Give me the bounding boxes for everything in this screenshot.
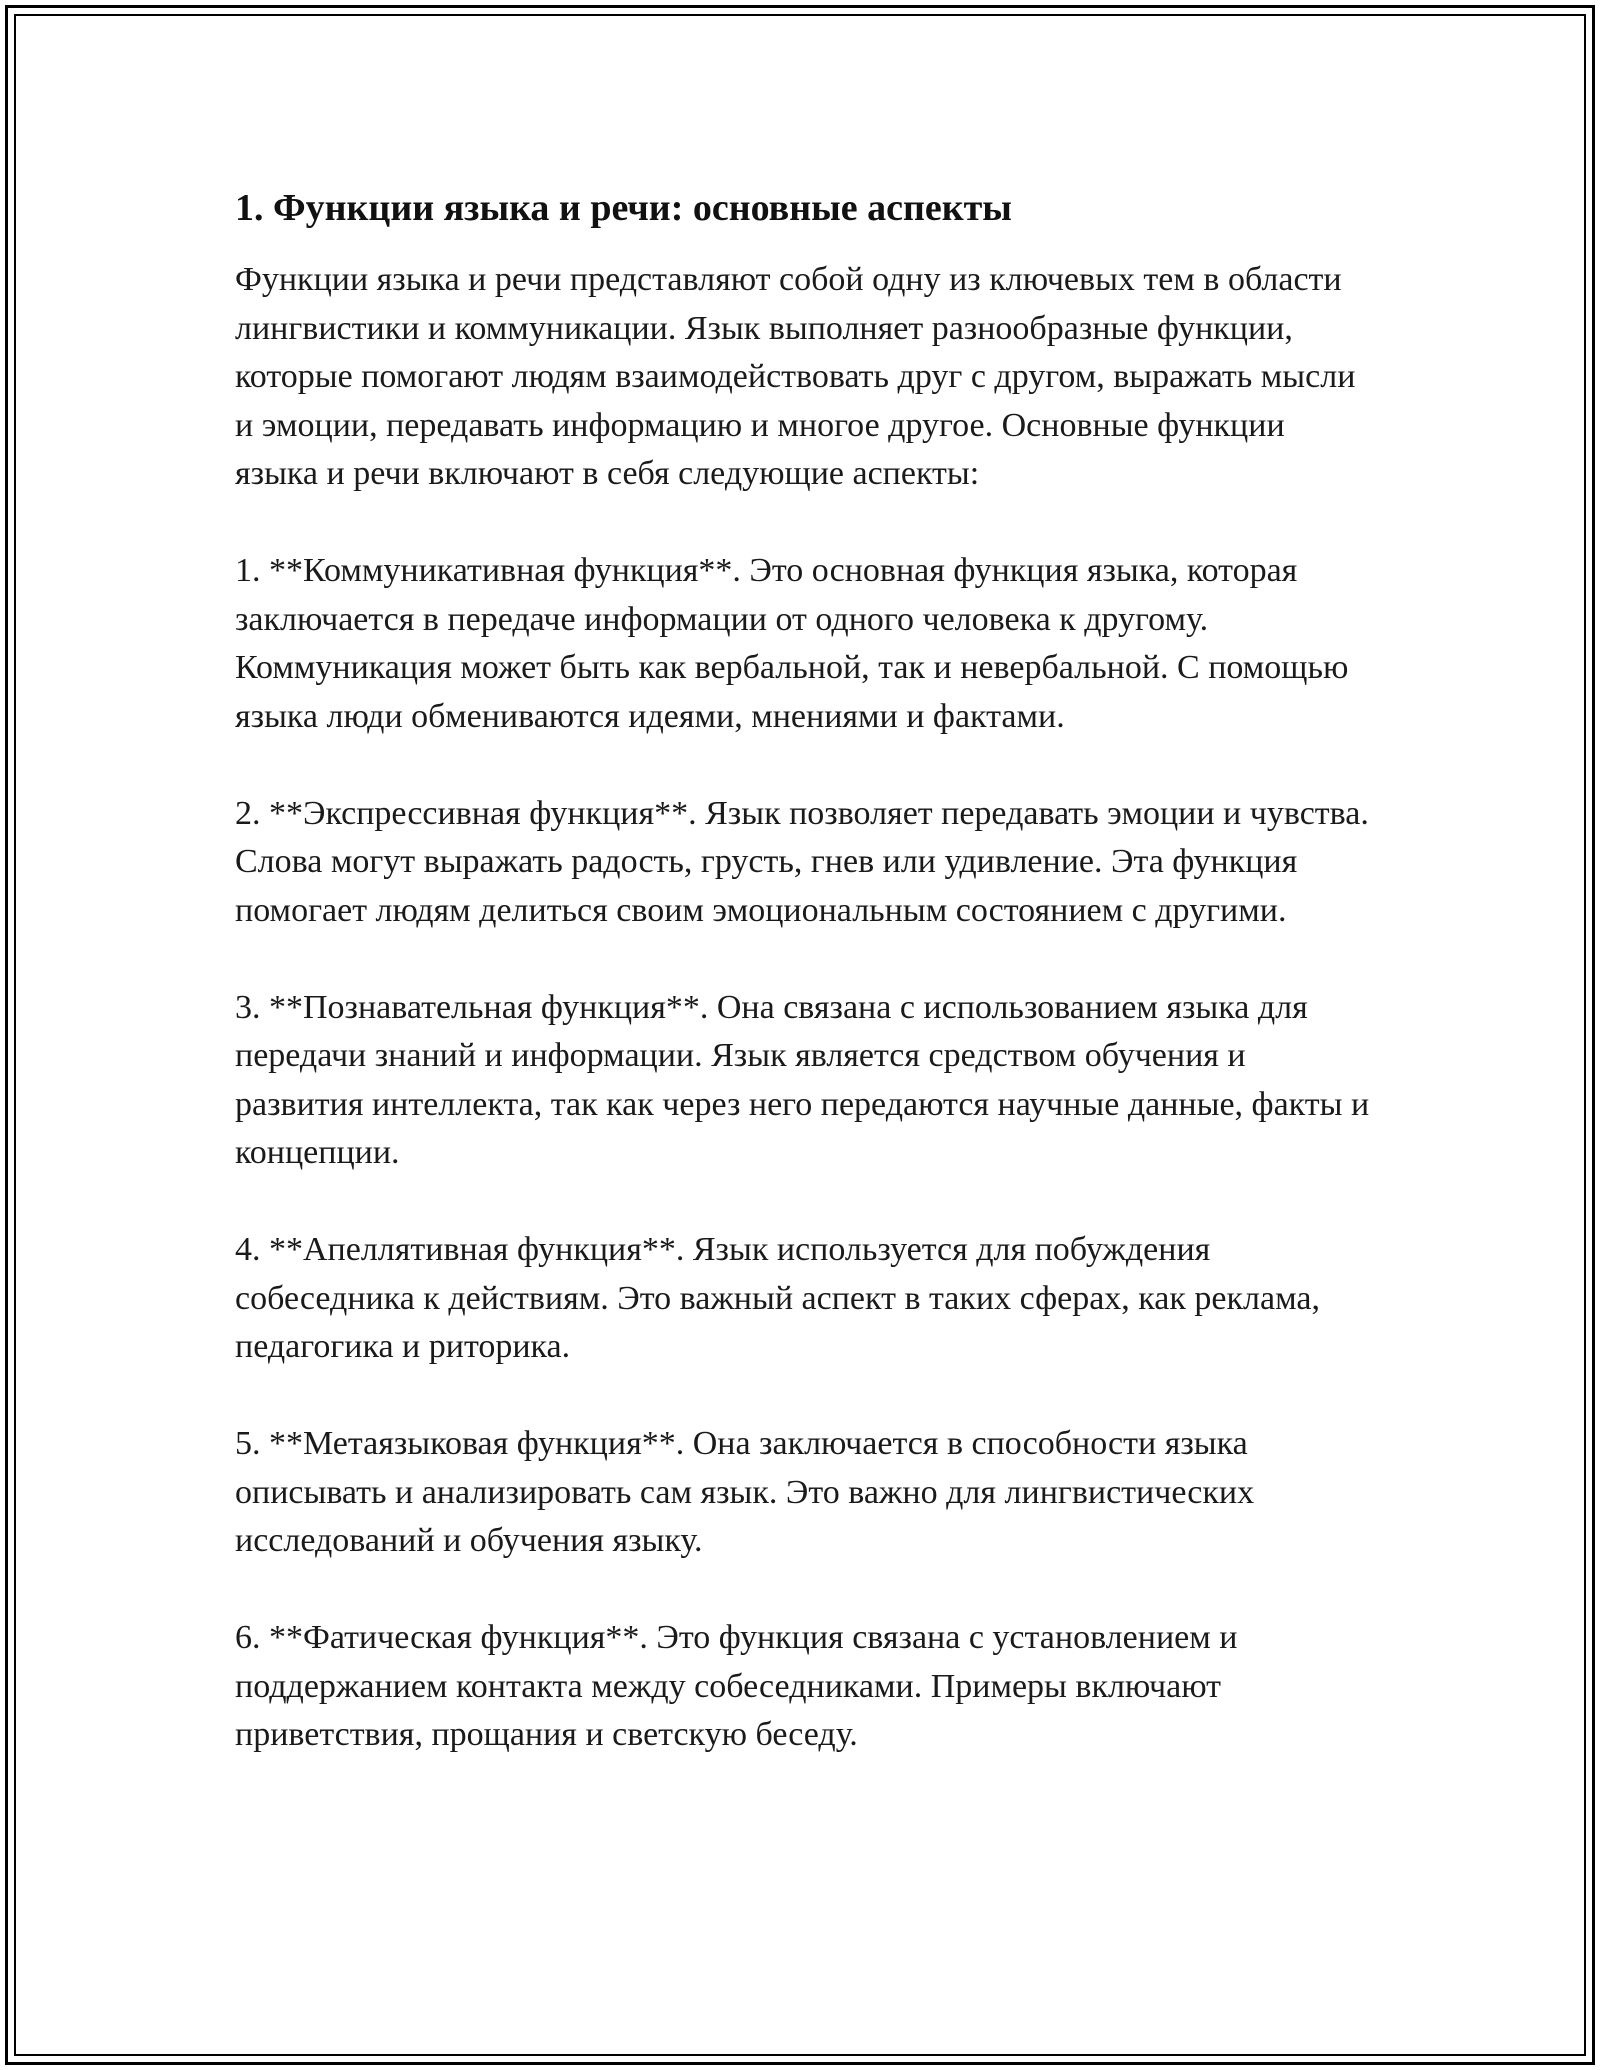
intro-paragraph: Функции языка и речи представляют собой одну из ключевых тем в области лингвистики и коммуникации. Язык выполняет разнообразные функции, которые помогают людям взаимодействовать друг с другом, выражать мысли и эмоции, передавать информацию и многое другое. Основные функции языка и речи включают в себя следующие аспекты: bbox=[235, 261, 1356, 492]
function-phatic-paragraph: 6. **Фатическая функция**. Это функция связана с установлением и поддержанием контакта между собеседниками. Примеры включают приветствия, прощания и светскую беседу. bbox=[235, 1619, 1238, 1753]
document-title: 1. Функции языка и речи: основные аспекты bbox=[235, 187, 1012, 229]
function-appellative-paragraph: 4. **Апеллятивная функция**. Язык используется для побуждения собеседника к действиям. Это важный аспект в таких сферах, как реклама, педагогика и риторика. bbox=[235, 1231, 1320, 1365]
function-expressive-paragraph: 2. **Экспрессивная функция**. Язык позволяет передавать эмоции и чувства. Слова могут выражать радость, грусть, гнев или удивление. Эта функция помогает людям делиться своим эмоциональным состоянием с другими. bbox=[235, 794, 1369, 929]
function-cognitive-paragraph: 3. **Познавательная функция**. Она связана с использованием языка для передачи знаний и информации. Язык является средством обучения и развития интеллекта, так как через него передаются научные данные, факты и концепции. bbox=[235, 988, 1370, 1171]
function-metalinguistic-paragraph: 5. **Метаязыковая функция**. Она заключается в способности языка описывать и анализировать сам язык. Это важно для лингвистических исследований и обучения языку. bbox=[235, 1425, 1255, 1559]
function-communicative-paragraph: 1. **Коммуникативная функция**. Это основная функция языка, которая заключается в передаче информации от одного человека к другому. Коммуникация может быть как вербальной, так и невербальной. С помощью языка люди обмениваются идеями, мнениями и фактами. bbox=[235, 552, 1349, 735]
document-body bbox=[235, 180, 1375, 1808]
